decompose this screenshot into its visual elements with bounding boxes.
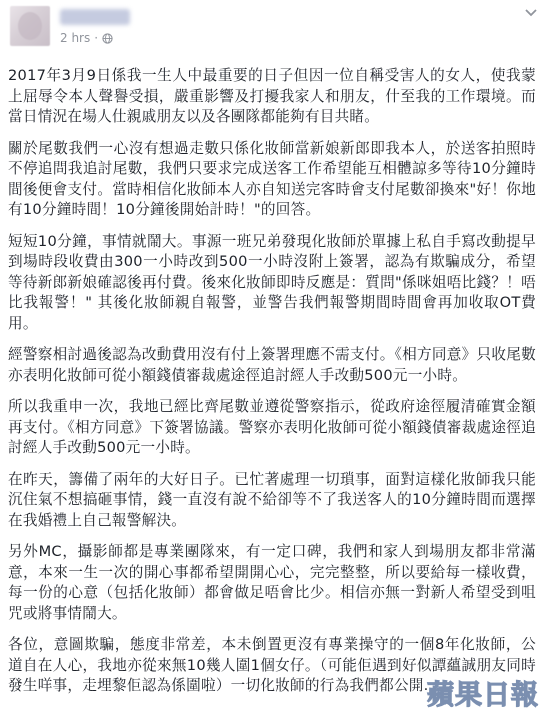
post-paragraph-2: 關於尾數我們一心沒有想過走數只係化妝師當新娘新郎即我本人，於送客拍照時不停追問我追討尾數，我們只要求完成送客工作希望能互相體諒多等待10分鐘時間後便會支付。當時相信化妝師本人亦自知送完客時會支付尾數卻換來"好！你地有10分鐘時間！10分鐘後開始計時！"的回答。: [8, 139, 536, 218]
middle-dot: ·: [94, 31, 99, 45]
avatar[interactable]: [10, 6, 50, 46]
post-timestamp[interactable]: 2 hrs: [60, 31, 91, 45]
post-paragraph-8: 各位，意圖欺騙，態度非常差，本未倒置更沒有專業操守的一個8年化妝師，公道自在人心，我地亦從來無10幾人圍1個女仔。（可能佢遇到好似譚蘊誠朋友同時發生咩事，走埋黎佢認為係圍啦）一切化妝師的行為我們都公開...: [8, 636, 536, 694]
post-paragraph-4: 經警察相討過後認為改動費用沒有付上簽署理應不需支付。《相方同意》只收尾數亦表明化妝師可從小額錢債審裁處途徑追討經人手改動500元一小時。: [8, 346, 536, 384]
post-paragraph-6: 在昨天，籌備了兩年的大好日子。已忙著處理一切瑣事，面對這樣化妝師我只能沉住氣不想搞砸事情，錢一直沒有說不給卻等不了我送客人的10分鐘時間而選擇在我婚禮上自己報警解決。: [8, 470, 536, 529]
avatar-silhouette: [18, 12, 42, 40]
chevron-down-icon[interactable]: [521, 6, 541, 20]
post-header: [0, 0, 549, 62]
post-paragraph-7: 另外MC，攝影師都是專業團隊來，有一定口碑，我們和家人到場朋友都非常滿意，本來一生一次的開心事都希望開開心心，完完整整，所以要給每一樣收費，每一份的心意（包括化妝師）都會做足唔會比少。相信亦無一對新人希望受到咀咒或將事情鬧大。: [8, 543, 536, 622]
post-paragraph-5: 所以我重申一次，我地已經比齊尾數並遵從警察指示，從政府途徑履清確實金額再支付。《相方同意》下簽署協議。警察亦表明化妝師可從小額錢債審裁處途徑追討經人手改動500元一小時。: [8, 398, 536, 456]
post-paragraph-3: 短短10分鐘，事情就鬧大。事源一班兄弟發現化妝師於單據上私自手寫改動提早到場時段收費由300一小時改到500一小時沒附上簽署，認為有欺騙成分，希望等待新郎新娘確認後再付費。後來化妝師即時反應是：質問"係咪姐唔比錢？！唔比我報警！" 其後化妝師親自報警，並警告我們報警期間時間會再加收取OT費用。: [8, 232, 536, 332]
globe-icon: [102, 33, 113, 44]
author-name[interactable]: [60, 9, 130, 25]
post-paragraph-1: 2017年3月9日係我一生人中最重要的日子但因一位自稱受害人的女人，使我蒙上屈辱令本人聲譽受損，嚴重影響及打擾我家人和朋友，什至我的工作環境。而當日情況在場人仕親戚朋友以及各團隊都能夠有目共睹。: [8, 67, 536, 125]
watermark-logo: [425, 666, 543, 718]
post-body: [8, 66, 536, 708]
post-meta: [60, 30, 113, 46]
watermark-text: 蘋果日報: [427, 680, 539, 711]
